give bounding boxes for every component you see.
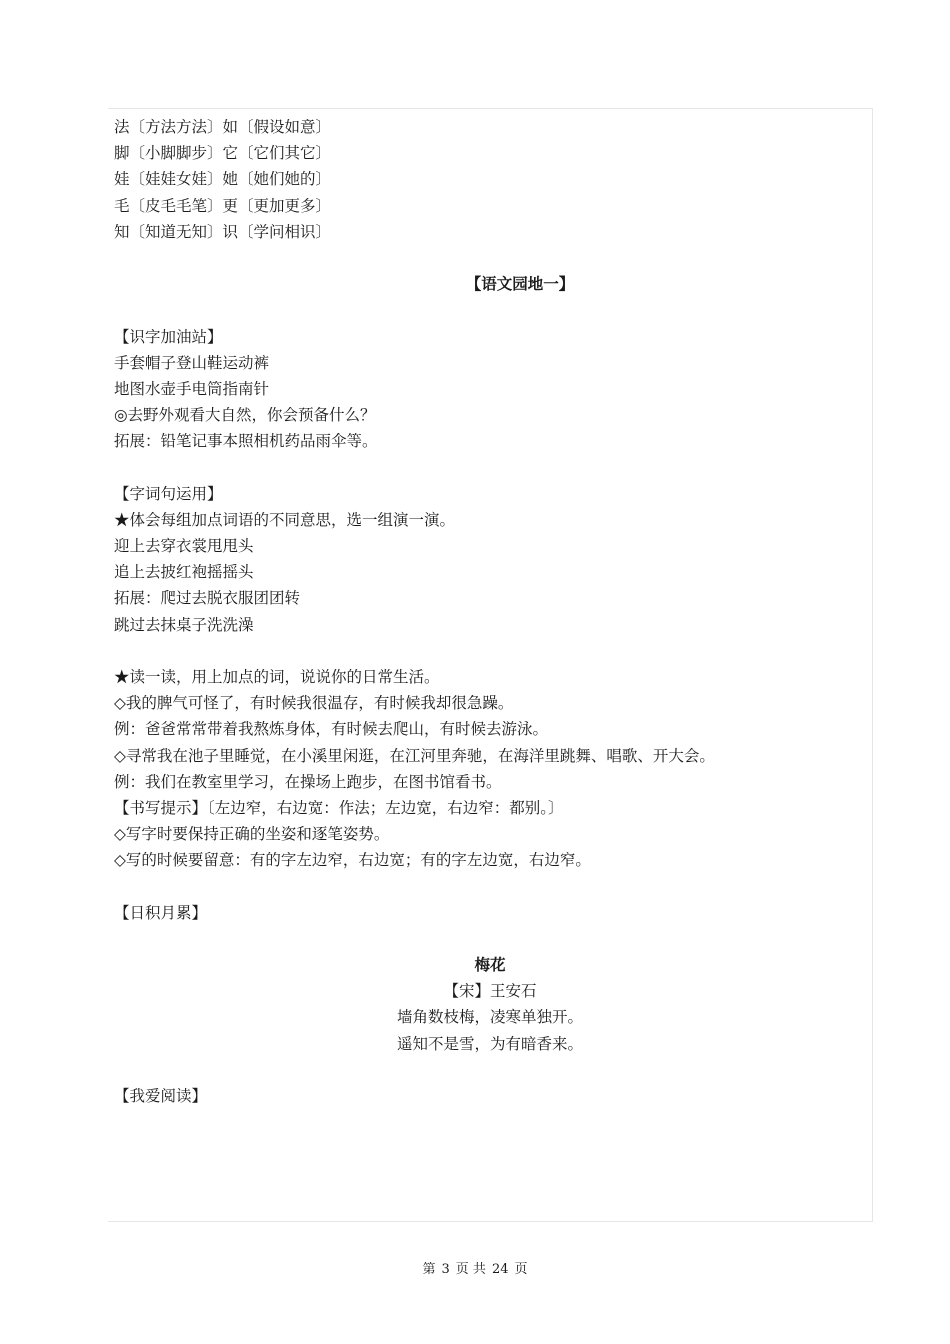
literacy-heading: 【识字加油站】 [114,327,223,346]
word-pair-line: 毛〔皮毛毛笔〕更〔更加更多〕 [114,196,332,215]
footer-prefix: 第 [422,1262,436,1277]
poem-author: 【宋】王安石 [443,982,537,1001]
footer-page-number: 3 [441,1262,450,1277]
reading-practice-line: ◇寻常我在池子里睡觉，在小溪里闲逛，在江河里奔驰，在海洋里跳舞、唱歌、开大会。 [114,746,715,765]
page-footer [0,1258,950,1277]
literacy-section [114,324,866,455]
footer-middle: 页 共 [455,1262,486,1277]
reading-practice-section [114,664,866,874]
word-pair-line: 法〔方法方法〕如〔假设如意〕 [114,118,332,136]
usage-line: 跳过去抹桌子洗洗澡 [114,615,254,634]
poem-title: 梅花 [474,955,506,974]
literacy-line: 地图水壶手电筒指南针 [114,379,270,398]
reading-practice-line: ◇我的脾气可怪了，有时候我很温存，有时候我却很急躁。 [114,694,514,713]
poem-line: 墙角数枝梅，凌寒单独开。 [396,1008,583,1027]
poem-block [114,952,866,1057]
writing-tip-line: 【书写提示】〔左边窄，右边宽：作法；左边宽，右边窄：都别。〕 [114,798,564,817]
usage-section [114,481,866,638]
word-pair-line: 脚〔小脚脚步〕它〔它们其它〕 [114,144,332,163]
reading-practice-line: ★读一读，用上加点的词，说说你的日常生活。 [114,667,440,686]
usage-heading: 【字词句运用】 [114,484,223,503]
love-reading-heading: 【我爱阅读】 [114,1086,208,1105]
word-pair-line: 知〔知道无知〕识〔学问相识〕 [114,222,332,241]
usage-line: 迎上去穿衣裳甩甩头 [114,537,254,555]
reading-practice-line: 例：爸爸常常带着我熬炼身体，有时候去爬山，有时候去游泳。 [114,720,549,739]
word-pairs-list [114,114,866,245]
footer-total-pages: 24 [491,1262,509,1277]
usage-line: 追上去披红袍摇摇头 [114,563,254,582]
document-body [114,114,866,1109]
literacy-line: ◎去野外观看大自然，你会预备什么？ [114,406,376,425]
usage-line: 拓展：爬过去脱衣服团团转 [114,589,301,608]
writing-tip-line: ◇写的时候要留意：有的字左边窄，右边宽；有的字左边宽，右边窄。 [114,851,591,870]
usage-line: ★体会每组加点词语的不同意思，选一组演一演。 [114,510,456,529]
poem-line: 遥知不是雪，为有暗香来。 [396,1034,583,1053]
accumulation-heading: 【日积月累】 [114,903,208,922]
footer-suffix: 页 [514,1262,528,1277]
writing-tip-line: ◇写字时要保持正确的坐姿和逐笔姿势。 [114,825,390,844]
literacy-line: 拓展：铅笔记事本照相机药品雨伞等。 [114,432,378,451]
word-pair-line: 娃〔娃娃女娃〕她〔她们她的〕 [114,170,332,189]
literacy-line: 手套帽子登山鞋运动裤 [114,353,270,372]
section-title: 【语文园地一】 [465,274,575,294]
reading-practice-line: 例：我们在教室里学习，在操场上跑步，在图书馆看书。 [114,772,502,791]
